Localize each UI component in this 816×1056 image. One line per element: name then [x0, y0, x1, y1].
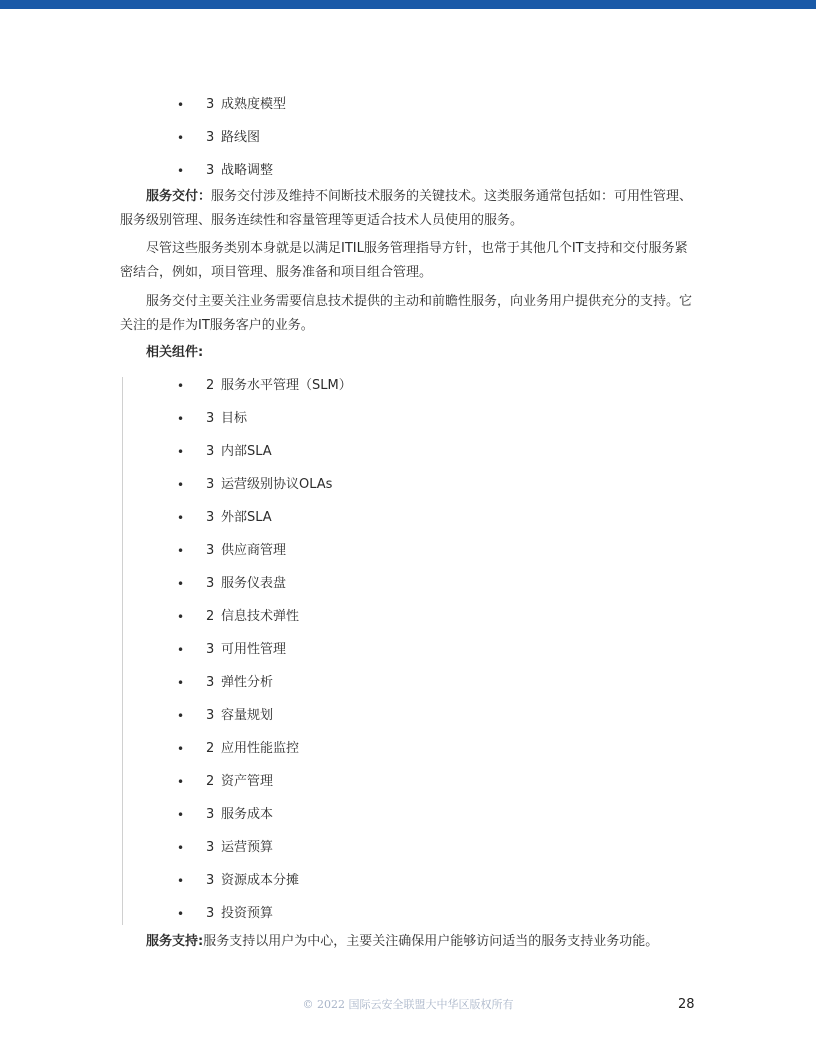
bullet-icon: •: [177, 412, 185, 426]
list-item-level: 3: [206, 576, 215, 591]
list-item-level: 2: [206, 378, 215, 393]
service-support-paragraph: [120, 930, 700, 954]
bullet-icon: •: [177, 742, 185, 756]
list-item-text: 外部SLA: [221, 510, 272, 525]
focus-paragraph: 服务交付主要关注业务需要信息技术提供的主动和前瞻性服务，向业务用户提供充分的支持。它关注的是作为IT服务客户的业务。: [120, 294, 693, 333]
bullet-icon: •: [177, 709, 185, 723]
list-item-text: 容量规划: [221, 708, 274, 723]
bullet-icon: •: [177, 445, 185, 459]
service-delivery-paragraph: [120, 185, 700, 233]
page-number: 28: [678, 997, 695, 1012]
list-item-text: 战略调整: [221, 163, 274, 178]
itil-paragraph: 尽管这些服务类别本身就是以满足ITIL服务管理指导方针，也常于其他几个IT支持和交付服务紧密结合，例如，项目管理、服务准备和项目组合管理。: [120, 241, 688, 280]
list-side-rule: [122, 377, 123, 925]
bullet-icon: •: [177, 544, 185, 558]
service-delivery-lead: 服务交付：: [146, 189, 212, 204]
list-item-text: 服务水平管理（SLM）: [221, 378, 352, 393]
list-item-level: 3: [206, 906, 215, 921]
list-item-text: 信息技术弹性: [221, 609, 300, 624]
list-item-text: 服务仪表盘: [221, 576, 287, 591]
list-item-level: 3: [206, 708, 215, 723]
list-item-text: 服务成本: [221, 807, 274, 822]
bullet-icon: •: [177, 808, 185, 822]
service-support-lead: 服务支持:: [146, 934, 204, 949]
list-item-level: 2: [206, 774, 215, 789]
bullet-icon: •: [177, 164, 185, 178]
list-item-text: 运营级别协议OLAs: [221, 477, 333, 492]
related-components-heading: 相关组件:: [146, 345, 204, 360]
list-item-level: 2: [206, 741, 215, 756]
bullet-icon: •: [177, 775, 185, 789]
list-item-level: 3: [206, 873, 215, 888]
list-item-level: 3: [206, 510, 215, 525]
list-item-level: 3: [206, 477, 215, 492]
bullet-icon: •: [177, 379, 185, 393]
bullet-icon: •: [177, 907, 185, 921]
bullet-icon: •: [177, 577, 185, 591]
list-item-text: 资源成本分摊: [221, 873, 300, 888]
bullet-icon: •: [177, 874, 185, 888]
list-item-level: 2: [206, 609, 215, 624]
list-item-text: 可用性管理: [221, 642, 287, 657]
bullet-icon: •: [177, 131, 185, 145]
bullet-icon: •: [177, 610, 185, 624]
list-item-level: 3: [206, 411, 215, 426]
list-item-text: 资产管理: [221, 774, 274, 789]
list-item-text: 内部SLA: [221, 444, 272, 459]
list-item-text: 成熟度模型: [221, 97, 287, 112]
list-item-text: 弹性分析: [221, 675, 274, 690]
top-color-bar: [0, 0, 816, 9]
footer-copyright: © 2022 国际云安全联盟大中华区版权所有: [302, 998, 514, 1011]
list-item-level: 3: [206, 163, 215, 178]
list-item-text: 运营预算: [221, 840, 274, 855]
list-item-level: 3: [206, 543, 215, 558]
list-item-level: 3: [206, 807, 215, 822]
list-item-level: 3: [206, 444, 215, 459]
bullet-icon: •: [177, 643, 185, 657]
list-item-text: 应用性能监控: [221, 741, 300, 756]
service-support-text: 服务支持以用户为中心，主要关注确保用户能够访问适当的服务支持业务功能。: [203, 934, 659, 949]
list-item-text: 目标: [221, 411, 248, 426]
list-item-level: 3: [206, 840, 215, 855]
list-item-level: 3: [206, 130, 215, 145]
list-item-level: 3: [206, 642, 215, 657]
bullet-icon: •: [177, 676, 185, 690]
bullet-icon: •: [177, 511, 185, 525]
bullet-icon: •: [177, 98, 185, 112]
service-delivery-text: 服务交付涉及维持不间断技术服务的关键技术。这类服务通常包括如：可用性管理、服务级别管理、服务连续性和容量管理等更适合技术人员使用的服务。: [120, 189, 693, 228]
list-item-level: 3: [206, 97, 215, 112]
list-item-level: 3: [206, 675, 215, 690]
list-item-text: 投资预算: [221, 906, 274, 921]
bullet-icon: •: [177, 478, 185, 492]
list-item-text: 供应商管理: [221, 543, 287, 558]
bullet-icon: •: [177, 841, 185, 855]
list-item-text: 路线图: [221, 130, 261, 145]
